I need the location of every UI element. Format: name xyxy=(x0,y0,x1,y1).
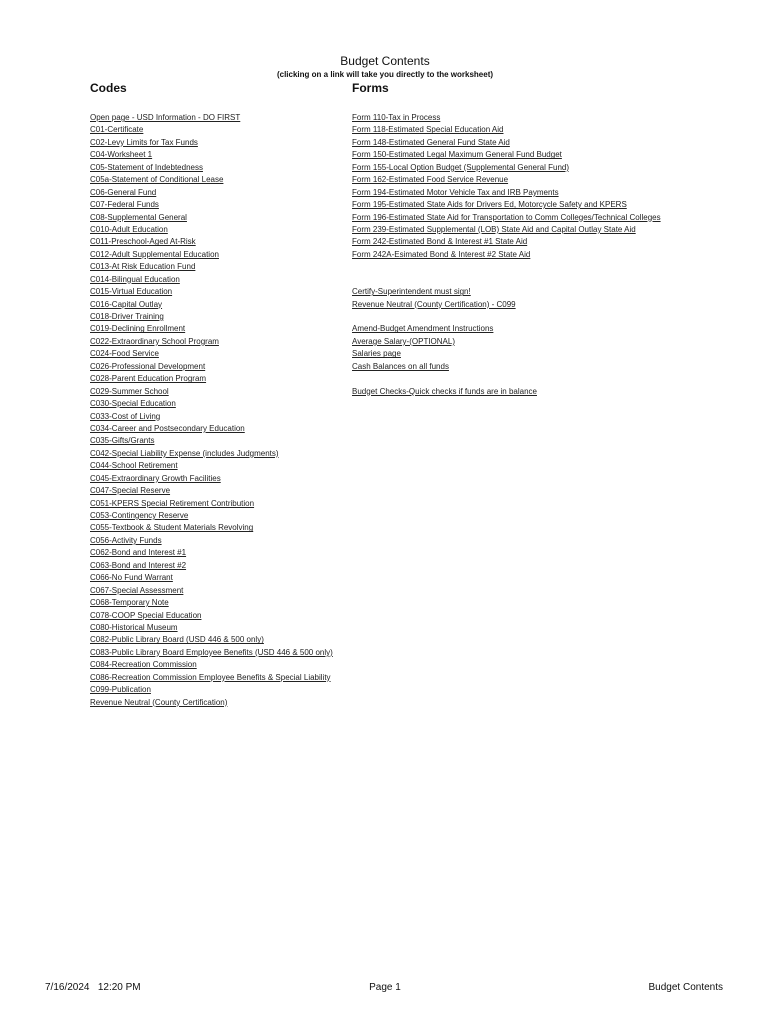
form-list-item-link[interactable]: Form 242A-Esimated Bond & Interest #2 State Aid xyxy=(352,249,531,259)
code-list-item xyxy=(90,498,333,510)
code-list-item xyxy=(90,684,333,696)
form-list-item-link[interactable]: Certify-Superintendent must sign! xyxy=(352,287,471,297)
code-list-item xyxy=(90,187,333,199)
code-list-item xyxy=(90,411,333,423)
code-list-item xyxy=(90,460,333,472)
code-list-item-link[interactable]: C030-Special Education xyxy=(90,399,176,409)
form-list-item xyxy=(352,323,661,335)
code-list-item xyxy=(90,622,333,634)
code-list-item xyxy=(90,311,333,323)
form-list-item-link[interactable]: Form 150-Estimated Legal Maximum General Fund Budget xyxy=(352,150,562,160)
code-list-item-link[interactable]: C086-Recreation Commission Employee Benefits & Special Liability xyxy=(90,672,331,682)
list-spacer xyxy=(352,274,661,286)
forms-header: Forms xyxy=(352,81,389,95)
forms-list xyxy=(352,112,661,398)
code-list-item-link[interactable]: C01-Certificate xyxy=(90,125,144,135)
form-list-item-link[interactable]: Form 195-Estimated State Aids for Drivers Ed, Motorcycle Safety and KPERS xyxy=(352,200,627,210)
form-list-item xyxy=(352,236,661,248)
code-list-item xyxy=(90,634,333,646)
form-list-item xyxy=(352,187,661,199)
code-list-item xyxy=(90,610,333,622)
form-list-item xyxy=(352,224,661,236)
code-list-item-link[interactable]: C055-Textbook & Student Materials Revolving xyxy=(90,523,254,533)
code-list-item-link[interactable]: C084-Recreation Commission xyxy=(90,660,197,670)
code-list-item xyxy=(90,137,333,149)
code-list-item-link[interactable]: C051-KPERS Special Retirement Contribution xyxy=(90,498,255,508)
form-list-item-link[interactable]: Form 155-Local Option Budget (Supplemental General Fund) xyxy=(352,162,570,172)
code-list-item xyxy=(90,261,333,273)
code-list-item-link[interactable]: C018-Driver Training xyxy=(90,312,164,321)
code-list-item xyxy=(90,124,333,136)
code-list-item-link[interactable]: C056-Activity Funds xyxy=(90,535,162,545)
code-list-item-link[interactable]: C078-COOP Special Education xyxy=(90,610,202,620)
code-list-item xyxy=(90,535,333,547)
form-list-item-link[interactable]: Form 194-Estimated Motor Vehicle Tax and IRB Payments xyxy=(352,187,559,197)
list-spacer xyxy=(352,311,661,323)
code-list-item-link[interactable]: C013-At Risk Education Fund xyxy=(90,262,196,272)
code-list-item-link[interactable]: C08-Supplemental General xyxy=(90,212,187,222)
code-list-item xyxy=(90,448,333,460)
form-list-item xyxy=(352,249,661,261)
code-list-item xyxy=(90,423,333,435)
code-list-item xyxy=(90,149,333,161)
code-list-item xyxy=(90,659,333,671)
code-list-item-link[interactable]: C062-Bond and Interest #1 xyxy=(90,548,187,558)
code-list-item-link[interactable]: C026-Professional Development xyxy=(90,361,206,371)
code-list-item-link[interactable]: Open page - USD Information - DO FIRST xyxy=(90,113,241,122)
code-list-item-link[interactable]: C015-Virtual Education xyxy=(90,287,173,297)
form-list-item-link[interactable]: Form 242-Estimated Bond & Interest #1 State Aid xyxy=(352,237,528,247)
code-list-item xyxy=(90,585,333,597)
code-list-item xyxy=(90,236,333,248)
page-title: Budget Contents xyxy=(340,54,430,68)
form-list-item-link[interactable]: Average Salary-(OPTIONAL) xyxy=(352,336,455,346)
form-list-item xyxy=(352,162,661,174)
code-list-item xyxy=(90,361,333,373)
code-list-item-link[interactable]: C068-Temporary Note xyxy=(90,598,169,608)
codes-header: Codes xyxy=(90,81,127,95)
code-list-item xyxy=(90,212,333,224)
code-list-item xyxy=(90,522,333,534)
code-list-item-link[interactable]: C05-Statement of Indebtedness xyxy=(90,162,203,172)
code-list-item-link[interactable]: C010-Adult Education xyxy=(90,224,168,234)
form-list-item xyxy=(352,199,661,211)
form-list-item xyxy=(352,386,661,398)
code-list-item-link[interactable]: C024-Food Service xyxy=(90,349,159,359)
code-list-item-link[interactable]: C035-Gifts/Grants xyxy=(90,436,155,446)
code-list-item-link[interactable]: C047-Special Reserve xyxy=(90,486,171,496)
form-list-item xyxy=(352,348,661,360)
code-list-item xyxy=(90,373,333,385)
code-list-item-link[interactable]: C063-Bond and Interest #2 xyxy=(90,560,187,570)
code-list-item xyxy=(90,386,333,398)
codes-list xyxy=(90,112,333,709)
code-list-item xyxy=(90,286,333,298)
code-list-item xyxy=(90,435,333,447)
form-list-item xyxy=(352,174,661,186)
form-list-item-link[interactable]: Form 239-Estimated Supplemental (LOB) State Aid and Capital Outlay State Aid xyxy=(352,224,636,234)
code-list-item xyxy=(90,572,333,584)
code-list-item-link[interactable]: C034-Career and Postsecondary Education xyxy=(90,423,245,433)
code-list-item-link[interactable]: C06-General Fund xyxy=(90,187,157,197)
footer-sheet-name: Budget Contents xyxy=(648,982,723,993)
code-list-item-link[interactable]: C05a-Statement of Conditional Lease xyxy=(90,175,224,185)
form-list-item xyxy=(352,299,661,311)
code-list-item xyxy=(90,249,333,261)
footer-datetime: 7/16/2024 12:20 PM xyxy=(45,982,141,993)
list-spacer xyxy=(352,261,661,273)
code-list-item-link[interactable]: Revenue Neutral (County Certification) xyxy=(90,697,228,707)
form-list-item-link[interactable]: Revenue Neutral (County Certification) - C099 xyxy=(352,299,516,309)
code-list-item-link[interactable]: C012-Adult Supplemental Education xyxy=(90,249,219,259)
form-list-item xyxy=(352,137,661,149)
code-list-item xyxy=(90,597,333,609)
code-list-item xyxy=(90,274,333,286)
code-list-item xyxy=(90,473,333,485)
form-list-item xyxy=(352,336,661,348)
form-list-item xyxy=(352,212,661,224)
code-list-item-link[interactable]: C083-Public Library Board Employee Benefits (USD 446 & 500 only) xyxy=(90,647,333,657)
form-list-item-link[interactable]: Form 196-Estimated State Aid for Transportation to Comm Colleges/Technical Colleges xyxy=(352,212,661,222)
form-list-item xyxy=(352,124,661,136)
form-list-item xyxy=(352,112,661,124)
code-list-item-link[interactable]: C02-Levy Limits for Tax Funds xyxy=(90,137,198,147)
form-list-item-link[interactable]: Form 162-Estimated Food Service Revenue xyxy=(352,175,509,185)
code-list-item-link[interactable]: C022-Extraordinary School Program xyxy=(90,336,219,346)
code-list-item-link[interactable]: C066-No Fund Warrant xyxy=(90,573,173,583)
code-list-item xyxy=(90,174,333,186)
form-list-item-link[interactable]: Form 110-Tax in Process xyxy=(352,113,441,122)
code-list-item xyxy=(90,697,333,709)
code-list-item-link[interactable]: C04-Worksheet 1 xyxy=(90,150,153,160)
code-list-item xyxy=(90,547,333,559)
form-list-item-link[interactable]: Salaries page xyxy=(352,349,401,359)
form-list-item-link[interactable]: Cash Balances on all funds xyxy=(352,361,449,371)
code-list-item xyxy=(90,199,333,211)
code-list-item-link[interactable]: C033-Cost of Living xyxy=(90,411,161,421)
code-list-item xyxy=(90,560,333,572)
code-list-item xyxy=(90,348,333,360)
form-list-item-link[interactable]: Budget Checks-Quick checks if funds are in balance xyxy=(352,386,537,396)
code-list-item xyxy=(90,672,333,684)
form-list-item-link[interactable]: Amend-Budget Amendment Instructions xyxy=(352,324,494,334)
code-list-item xyxy=(90,323,333,335)
code-list-item-link[interactable]: C099-Publication xyxy=(90,685,151,695)
code-list-item-link[interactable]: C016-Capital Outlay xyxy=(90,299,163,309)
form-list-item xyxy=(352,149,661,161)
list-spacer xyxy=(352,373,661,385)
code-list-item xyxy=(90,647,333,659)
code-list-item-link[interactable]: C029-Summer School xyxy=(90,386,169,396)
code-list-item-link[interactable]: C042-Special Liability Expense (includes Judgments) xyxy=(90,448,279,458)
code-list-item-link[interactable]: C019-Declining Enrollment xyxy=(90,324,186,334)
form-list-item xyxy=(352,361,661,373)
form-list-item xyxy=(352,286,661,298)
code-list-item-link[interactable]: C082-Public Library Board (USD 446 & 500 only) xyxy=(90,635,264,645)
code-list-item-link[interactable]: C067-Special Assessment xyxy=(90,585,184,595)
page-subtitle: (clicking on a link will take you directly to the worksheet) xyxy=(276,70,494,79)
code-list-item-link[interactable]: C011-Preschool-Aged At-Risk xyxy=(90,237,196,247)
code-list-item-link[interactable]: C044-School Retirement xyxy=(90,461,178,471)
form-list-item-link[interactable]: Form 118-Estimated Special Education Aid xyxy=(352,125,504,135)
code-list-item xyxy=(90,485,333,497)
footer-page-number: Page 1 xyxy=(369,982,401,993)
code-list-item xyxy=(90,162,333,174)
code-list-item xyxy=(90,112,333,124)
code-list-item xyxy=(90,224,333,236)
code-list-item-link[interactable]: C045-Extraordinary Growth Facilities xyxy=(90,473,221,483)
code-list-item-link[interactable]: C014-Bilingual Education xyxy=(90,274,180,284)
code-list-item xyxy=(90,299,333,311)
code-list-item-link[interactable]: C07-Federal Funds xyxy=(90,200,159,210)
code-list-item-link[interactable]: C080-Historical Museum xyxy=(90,622,178,632)
code-list-item-link[interactable]: C053-Contingency Reserve xyxy=(90,511,189,520)
code-list-item-link[interactable]: C028-Parent Education Program xyxy=(90,374,207,384)
code-list-item xyxy=(90,510,333,522)
code-list-item xyxy=(90,336,333,348)
form-list-item-link[interactable]: Form 148-Estimated General Fund State Aid xyxy=(352,137,510,147)
code-list-item xyxy=(90,398,333,410)
